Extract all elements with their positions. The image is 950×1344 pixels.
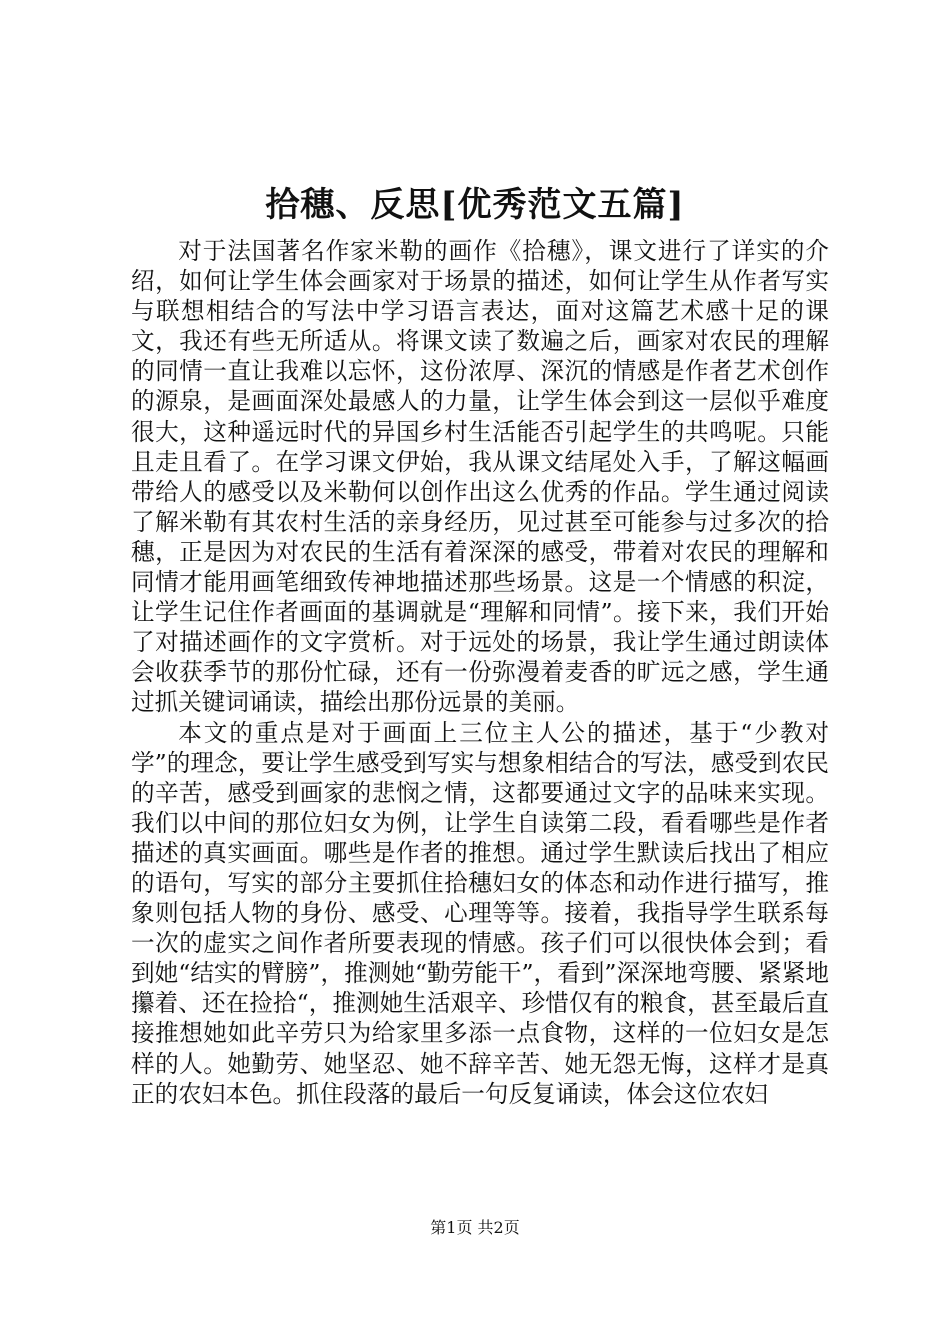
page-footer: [0, 1218, 950, 1238]
document-body: [131, 236, 829, 1109]
page-number: 第1页 共2页: [430, 1218, 520, 1237]
paragraph-1: 对于法国著名作家米勒的画作《拾穗》，课文进行了详实的介绍，如何让学生体会画家对于场景的描述，如何让学生从作者写实与联想相结合的写法中学习语言表达，面对这篇艺术感十足的课文，我还有些无所适从。将课文读了数遍之后，画家对农民的理解的同情一直让我难以忘怀，这份浓厚、深沉的情感是作者艺术创作的源泉，是画面深处最感人的力量，让学生体会到这一层似乎难度很大，这种遥远时代的异国乡村生活能否引起学生的共鸣呢。只能且走且看了。在学习课文伊始，我从课文结尾处入手，了解这幅画带给人的感受以及米勒何以创作出这么优秀的作品。学生通过阅读了解米勒有其农村生活的亲身经历，见过甚至可能参与过多次的拾穗，正是因为对农民的生活有着深深的感受，带着对农民的理解和同情才能用画笔细致传神地描述那些场景。这是一个情感的积淀，让学生记住作者画面的基调就是“理解和同情”。接下来，我们开始了对描述画作的文字赏析。对于远处的场景，我让学生通过朗读体会收获季节的那份忙碌，还有一份弥漫着麦香的旷远之感，学生通过抓关键词诵读，描绘出那份远景的美丽。: [131, 237, 829, 717]
paragraph-2: 本文的重点是对于画面上三位主人公的描述，基于“少教对学”的理念，要让学生感受到写实与想象相结合的写法，感受到农民的辛苦，感受到画家的悲悯之情，这都要通过文字的品味来实现。我们以中间的那位妇女为例，让学生自读第二段，看看哪些是作者描述的真实画面。哪些是作者的推想。通过学生默读后找出了相应的语句，写实的部分主要抓住拾穗妇女的体态和动作进行描写，推象则包括人物的身份、感受、心理等等。接着，我指导学生联系每一次的虚实之间作者所要表现的情感。孩子们可以很快体会到；看到她“结实的臂膀”，推测她“勤劳能干”，看到”深深地弯腰、紧紧地攥着、还在捡拾“，推测她生活艰辛、珍惜仅有的粮食，甚至最后直接推想她如此辛劳只为给家里多添一点食物，这样的一位妇女是怎样的人。她勤劳、她坚忍、她不辞辛苦、她无怨无悔，这样才是真正的农妇本色。抓住段落的最后一句反复诵读，体会这位农妇: [131, 718, 829, 1108]
document-title: 拾穗、反思[优秀范文五篇]: [265, 185, 685, 225]
